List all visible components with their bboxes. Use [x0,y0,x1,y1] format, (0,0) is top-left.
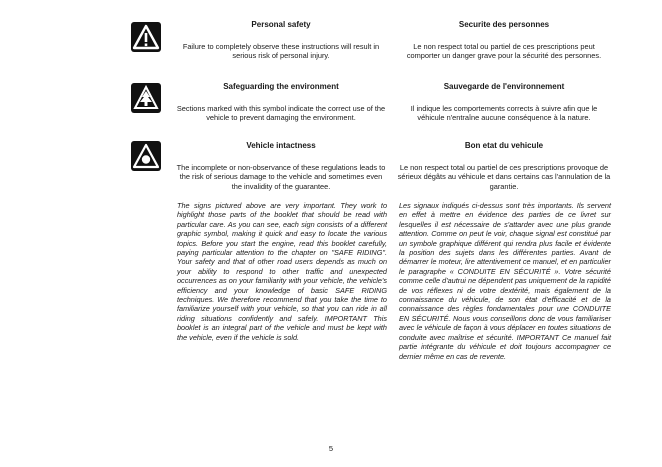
section-text: Failure to completely observe these instructions will result in serious risk of personal injury. [182,42,380,61]
section-text: Le non respect total ou partiel de ces prescriptions provoque de sérieux dégâts au véhicule et dans certains cas l'annulation de la garantie. [397,163,611,191]
vehicle-warning-icon [131,141,161,171]
section-title: Bon etat du vehicule [464,141,544,150]
section-environment-fr [397,82,611,123]
section-title: Safeguarding the environment [223,82,339,91]
section-title: Personal safety [251,20,311,29]
section-personal-safety-fr [397,20,611,61]
section-vehicle-fr [397,141,611,191]
section-personal-safety-en [175,20,387,61]
section-text: Il indique les comportements corrects à suivre afin que le véhicule n'entraîne aucune conséquence à la nature. [410,104,598,123]
intro-paragraph-en: The signs pictured above are very important. They work to highlight those parts of the booklet that should be read with particular care. As you can see, each sign consists of a different graphic symbol, making it quick and easy to locate the various topics. Before you start the engine, read this booklet carefully, paying particular attention to the chapter on "SAFE RIDING". Your safety and that of other road users depends as much on your ability to respond to other traffic and unexpected occurrences as on your familiarity with your vehicle, the vehicle's efficiency and your knowledge of basic SAFE RIDING techniques. We therefore recommend that you take the time to familiarize yourself with your vehicle, so that you can ride in all riding situations confidently and safely. IMPORTANT This booklet is an integral part of the vehicle and must be kept with the vehicle, even if the vehicle is sold. [177,201,387,342]
intro-paragraph-fr: Les signaux indiqués ci-dessus sont très importants. Ils servent en effet à mettre en évidence des parties de ce livret sur lesquelles il est nécessaire de s'attarder avec une plus grande attention. Comme on peut le voir, chaque signal est constitué par un symbole graphique différent qui rendra plus facile et évidente la position des sujets dans les différentes parties. Avant de démarrer le moteur, lire attentivement ce manuel, et en particulier le paragraphe « CONDUITE EN SÉCURITÉ ». Votre sécurité comme celle d'autrui ne dépendent pas uniquement de la rapidité de vos réflexes ni de votre dextérité, mais également de la connaissance du véhicule, de son état d'efficacité et de la connaissance des règles fondamentales pour une CONDUITE EN SÉCURITÉ. Nous vous conseillons donc de vous familiariser avec le véhicule de façon à vous déplacer en toutes situations de conduite avec maîtrise et sécurité. IMPORTANT Ce manuel fait partie intégrante du véhicule et doit toujours accompagner ce dernier même en cas de revente. [399,201,611,361]
section-text: The incomplete or non-observance of these regulations leads to the risk of serious damage to the vehicle and sometimes even the invalidity of the guarantee. [176,163,386,191]
tree-icon [131,83,161,113]
section-title: Securite des personnes [458,20,550,29]
section-vehicle-en [175,141,387,191]
section-text: Sections marked with this symbol indicate the correct use of the vehicle to prevent damaging the environment. [176,104,386,123]
page-number: 5 [328,444,334,453]
section-title: Vehicle intactness [246,141,316,150]
section-title: Sauvegarde de l'environnement [443,82,565,91]
section-environment-en [175,82,387,123]
warning-triangle-icon [131,22,161,52]
section-text: Le non respect total ou partiel de ces prescriptions peut comporter un danger grave pour la sécurité des personnes. [406,42,602,61]
